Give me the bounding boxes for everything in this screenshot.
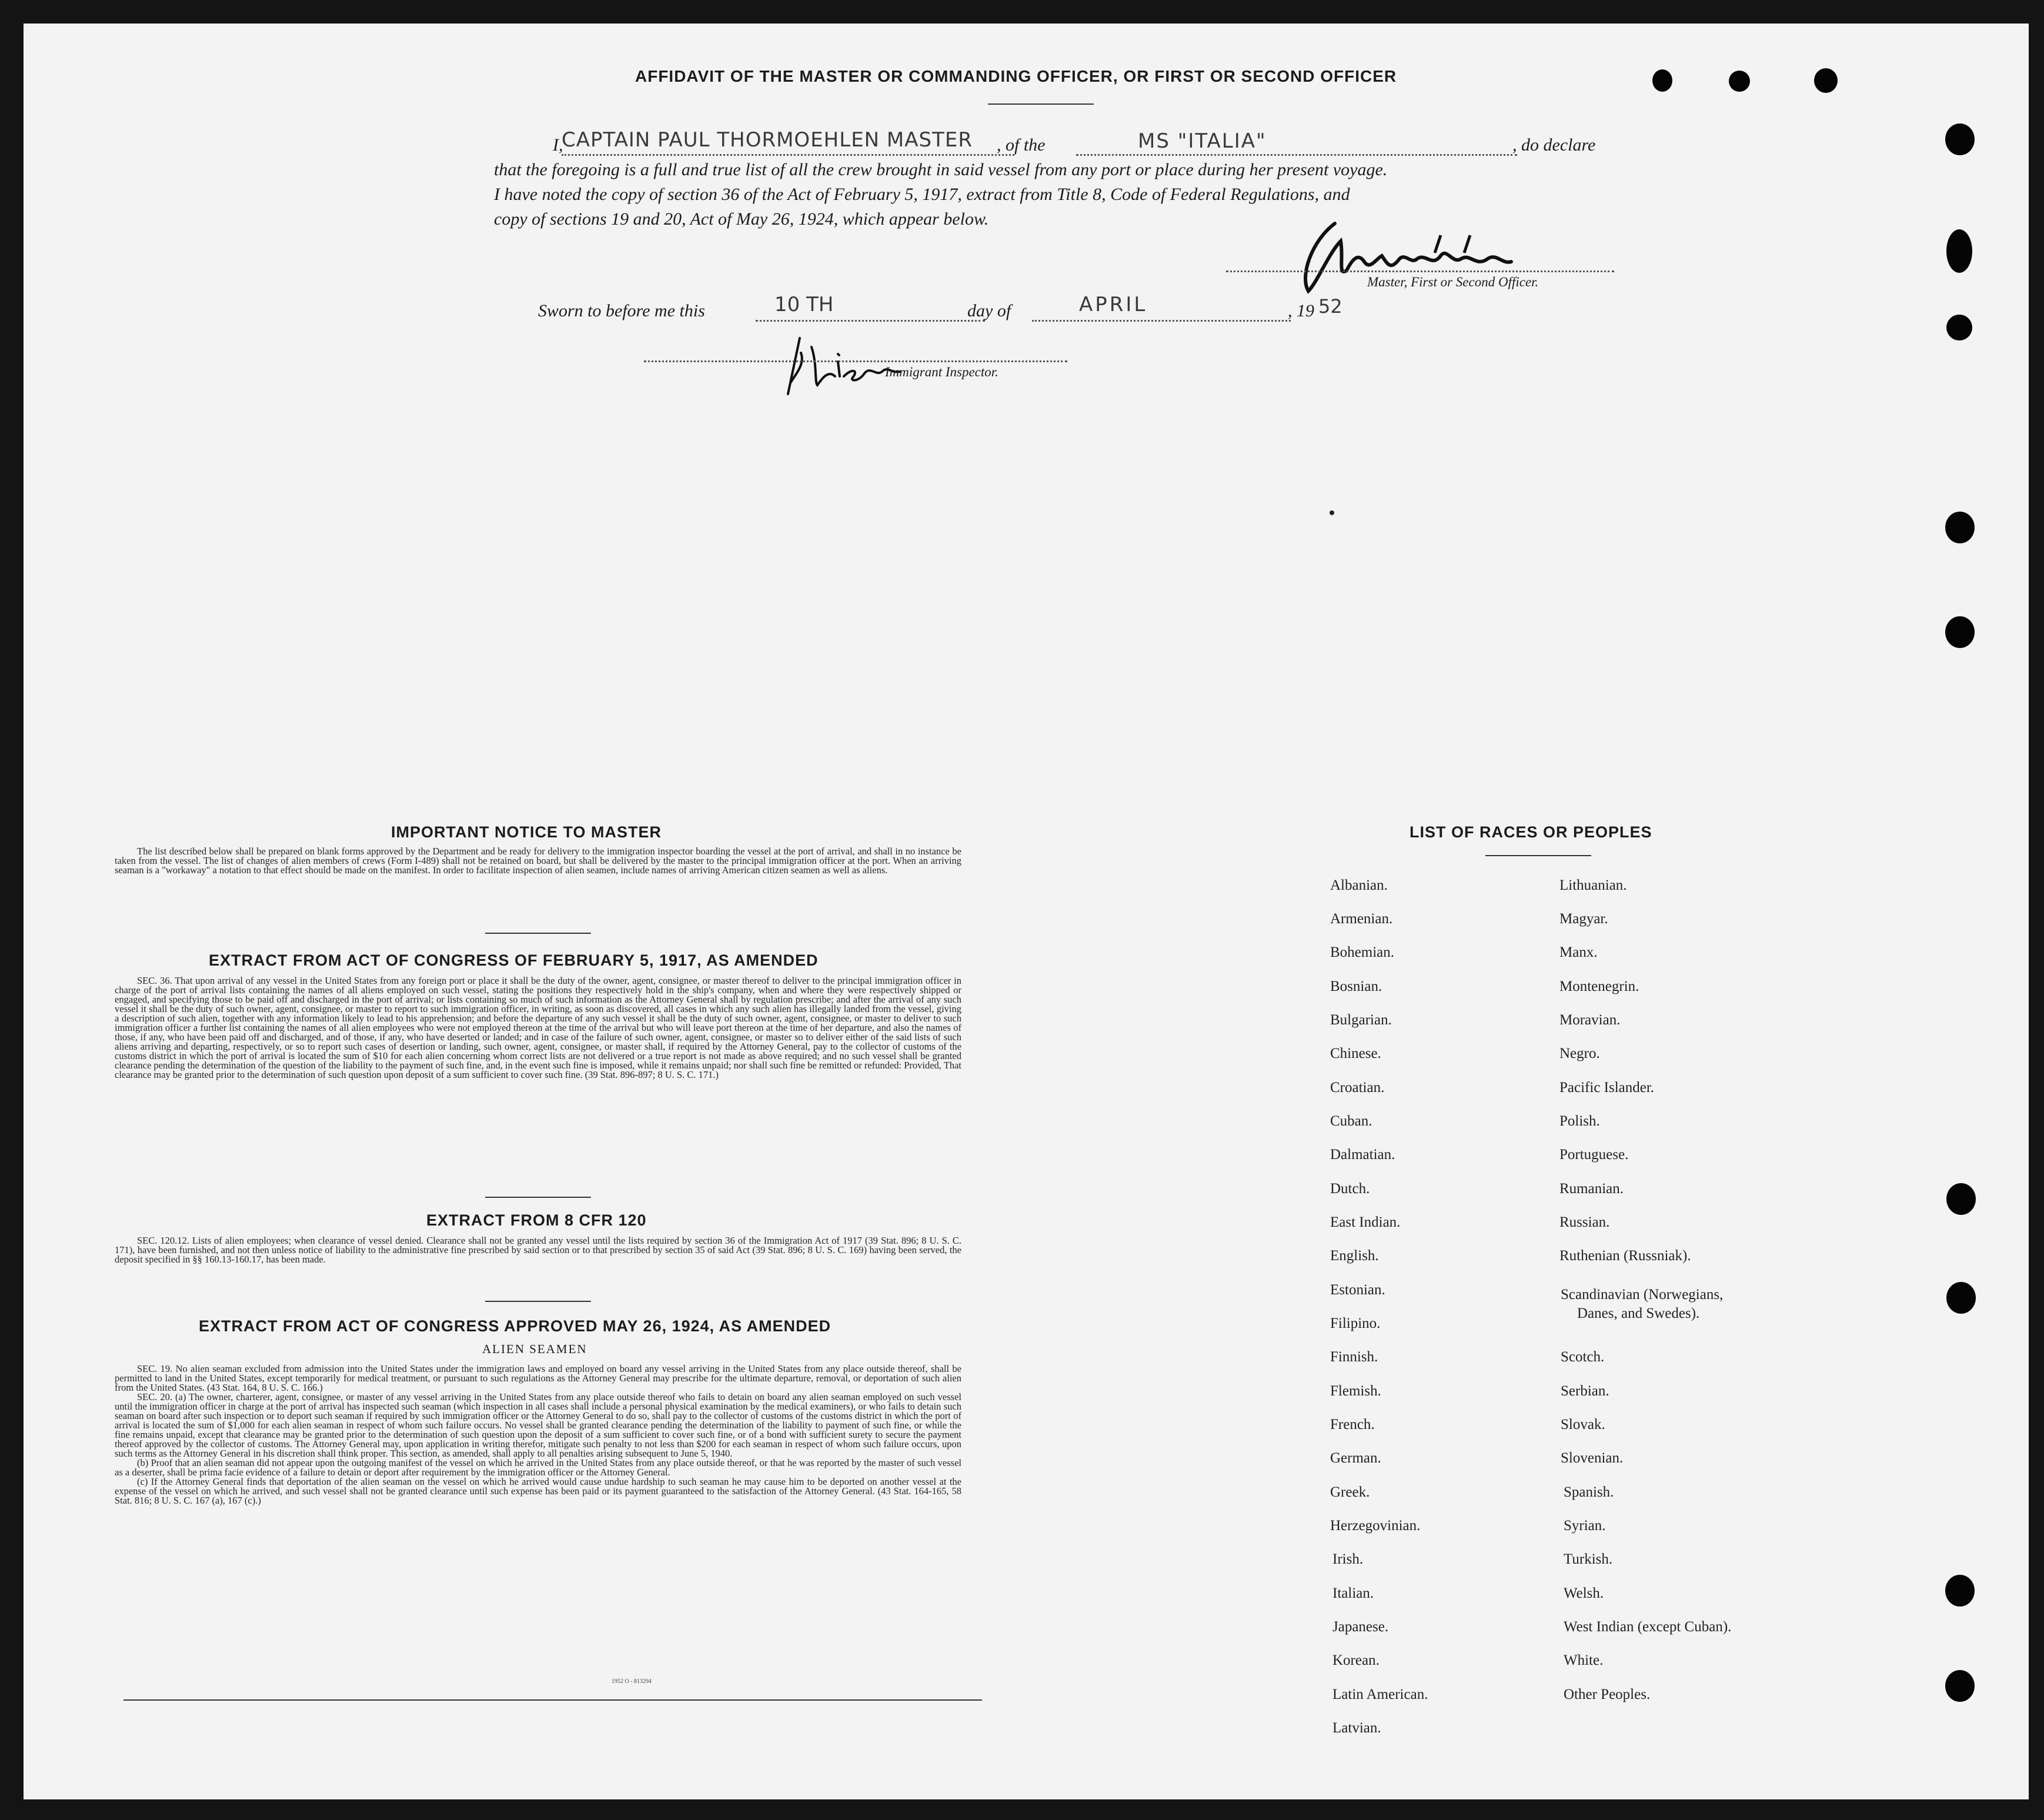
- title-rule: [988, 103, 1094, 105]
- race-item: Pacific Islander.: [1559, 1080, 1655, 1096]
- extract-cfr-title: EXTRACT FROM 8 CFR 120: [426, 1211, 647, 1229]
- race-item: Bohemian.: [1330, 944, 1395, 960]
- race-item: Syrian.: [1564, 1518, 1606, 1534]
- race-item: Lithuanian.: [1559, 877, 1627, 893]
- race-item: Latin American.: [1332, 1687, 1428, 1702]
- race-item: Other Peoples.: [1564, 1687, 1651, 1702]
- sworn-prefix: Sworn to before me this: [538, 301, 705, 320]
- race-item: German.: [1330, 1450, 1381, 1466]
- extract-1917-title: EXTRACT FROM ACT OF CONGRESS OF FEBRUARY 5, 1917, AS AMENDED: [209, 951, 819, 969]
- extract-1917-rule: [485, 1197, 591, 1198]
- punch-hole: [1946, 1282, 1976, 1314]
- race-item: Welsh.: [1564, 1585, 1604, 1601]
- race-item: Ruthenian (Russniak).: [1559, 1248, 1691, 1264]
- race-item: West Indian (except Cuban).: [1564, 1619, 1732, 1635]
- vessel-name-line: [1076, 154, 1517, 156]
- race-item: Portuguese.: [1559, 1147, 1629, 1163]
- bottom-rule: [123, 1699, 982, 1701]
- race-item: Manx.: [1559, 944, 1598, 960]
- affidavit-do-declare: , do declare: [1512, 135, 1596, 155]
- race-item: Greek.: [1330, 1484, 1370, 1500]
- sworn-day-handwritten: 10 TH: [774, 293, 834, 316]
- race-item: Cuban.: [1330, 1113, 1372, 1129]
- race-item: French.: [1330, 1417, 1375, 1432]
- affidavit-line-3: I have noted the copy of section 36 of the Act of February 5, 1917, extract from Title 8, Code of Federal Regulations, and: [494, 185, 1350, 204]
- race-item: Croatian.: [1330, 1080, 1385, 1096]
- master-caption: Master, First or Second Officer.: [1367, 275, 1539, 289]
- race-item: Korean.: [1332, 1652, 1380, 1668]
- punch-hole: [1946, 229, 1972, 273]
- race-item: Finnish.: [1330, 1349, 1378, 1365]
- race-item: Armenian.: [1330, 911, 1393, 927]
- inspector-signature-text: [770, 329, 772, 330]
- race-item: Russian.: [1559, 1214, 1610, 1230]
- punch-hole: [1945, 123, 1975, 155]
- race-item: Slovak.: [1561, 1417, 1605, 1432]
- sworn-day-line: [756, 320, 985, 322]
- vessel-name-handwritten: MS "ITALIA": [1138, 129, 1267, 153]
- race-item: Magyar.: [1559, 911, 1608, 927]
- race-item: Filipino.: [1330, 1315, 1381, 1331]
- race-item: Danes, and Swedes).: [1577, 1305, 1700, 1321]
- race-item: Negro.: [1559, 1046, 1600, 1061]
- extract-1924-subtitle: ALIEN SEAMEN: [482, 1342, 587, 1356]
- race-item: Dutch.: [1330, 1181, 1370, 1197]
- punch-hole: [1945, 512, 1975, 543]
- race-item: Moravian.: [1559, 1012, 1621, 1028]
- sworn-month-handwritten: APRIL: [1079, 293, 1148, 316]
- affidavit-line-4: copy of sections 19 and 20, Act of May 26, 1924, which appear below.: [494, 209, 989, 229]
- punch-hole: [1814, 68, 1838, 93]
- race-item: Slovenian.: [1561, 1450, 1624, 1466]
- print-mark: 1952 O - 813294: [612, 1678, 652, 1685]
- extract-cfr-paragraph: SEC. 120.12. Lists of alien employees; when clearance of vessel denied. Clearance shall not be granted any vessel until the lists required by section 36 of the Immigration Act of 1917 (39 Stat. 896; 8 U. S. C. 171), have been furnished, and not then unless notice of liability to the administrative fine prescribed by said section or to that prescribed by section 35 of said Act (39 Stat. 896; 8 U. S. C. 169) having been served, the deposit specified in §§ 160.13-160.17, has been made.: [115, 1235, 961, 1265]
- race-item: Flemish.: [1330, 1383, 1381, 1399]
- affidavit-of-the: , of the: [997, 135, 1046, 155]
- race-item: Chinese.: [1330, 1046, 1381, 1061]
- inspector-signature-line: [644, 360, 1067, 362]
- race-item: Estonian.: [1330, 1282, 1385, 1298]
- extract-1917-paragraph: SEC. 36. That upon arrival of any vessel in the United States from any foreign port or place it shall be the duty of the owner, agent, consignee, or master thereof to deliver to the principal immigration officer in charge of the port of arrival lists containing the names of all aliens employed on such vessel, stating the positions they respectively hold in the ship's company, when and where they were respectively shipped or engaged, and specifying those to be paid off and discharged in the port of arrival; or lists containing so much of such information as the Attorney General shall by regulation prescribe; and after the arrival of any such vessel it shall be the duty of such owner, agent, consignee, or master to report to such immigration officer, in writing, as soon as discovered, all cases in which any such alien has illegally landed from the vessel, giving a description of such alien, together with any information likely to lead to his apprehension; and before the departure of any such vessel it shall be the duty of such owner, agent, consignee, or master to deliver to such immigration officer a further list containing the names of all alien employees who were not employed thereon at the time of the arrival but who will leave port thereon at the time of her departure, and also the names of those, if any, who have been paid off and discharged, and of those, if any, who have deserted or landed; and in case of the failure of such owner, agent, consignee, or master so to deliver either of the said lists of such aliens arriving and departing, respectively, or so to report such cases of desertion or landing, such owner, agent, consignee, or master shall, if required by the Attorney General, pay to the collector of customs of the customs district in which the port of arrival is located the sum of $10 for each alien concerning whom correct lists are not delivered or a true report is not made as above required; and no such vessel shall be granted clearance pending the determination of the question of the liability to the payment of such fine, and, in the event such fine is imposed, while it remains unpaid; nor shall such fine be remitted or refunded: Provided, That clearance may be granted prior to the determination of such question upon deposit of a sum sufficient to cover such fine. (39 Stat. 896-897; 8 U. S. C. 171.): [115, 975, 961, 1080]
- extract-1924-body: [115, 1364, 961, 1505]
- race-item: Japanese.: [1332, 1619, 1389, 1635]
- race-item: Turkish.: [1564, 1551, 1613, 1567]
- declarant-name-line: [562, 154, 1014, 156]
- notice-title: IMPORTANT NOTICE TO MASTER: [391, 823, 662, 841]
- section-19-paragraph: SEC. 19. No alien seaman excluded from admission into the United States under the immigration laws and employed on board any vessel arriving in the United States from any place outside thereof, shall be permitted to land in the United States, except temporarily for medical treatment, or pursuant to such regulations as the Attorney General may prescribe for the ultimate departure, removal, or deportation of such alien from the United States. (43 Stat. 164, 8 U. S. C. 166.): [115, 1363, 961, 1393]
- extract-1917-body: [115, 976, 961, 1080]
- document-page: [24, 24, 2029, 1799]
- notice-rule: [485, 933, 591, 934]
- race-item: Spanish.: [1564, 1484, 1614, 1500]
- stray-dot: [1330, 510, 1334, 515]
- race-item: Irish.: [1332, 1551, 1364, 1567]
- declarant-name-handwritten: CAPTAIN PAUL THORMOEHLEN MASTER: [562, 128, 973, 152]
- master-signature-line: [1226, 271, 1614, 272]
- punch-hole: [1946, 1183, 1976, 1215]
- year-handwritten: 52: [1318, 295, 1342, 318]
- races-title: LIST OF RACES OR PEOPLES: [1410, 823, 1652, 841]
- race-item: Dalmatian.: [1330, 1147, 1395, 1163]
- day-of: day of: [967, 301, 1011, 320]
- year-prefix: , 19: [1288, 301, 1314, 320]
- race-item: Montenegrin.: [1559, 979, 1639, 994]
- section-20b-paragraph: (b) Proof that an alien seaman did not appear upon the outgoing manifest of the vessel on which he arrived in the United States from any place outside thereof, or that he was reported by the master of such vessel as a deserter, shall be prima facie evidence of a failure to detain or deport after requirement by the immigration officer or the Attorney General.: [115, 1457, 961, 1478]
- extract-cfr-body: [115, 1236, 961, 1264]
- race-item: Bosnian.: [1330, 979, 1382, 994]
- affidavit-title: AFFIDAVIT OF THE MASTER OR COMMANDING OFFICER, OR FIRST OR SECOND OFFICER: [635, 67, 1397, 85]
- race-item: Rumanian.: [1559, 1181, 1624, 1197]
- race-item: Italian.: [1332, 1585, 1374, 1601]
- race-item: East Indian.: [1330, 1214, 1401, 1230]
- race-item: Serbian.: [1561, 1383, 1609, 1399]
- notice-body: [115, 847, 961, 875]
- punch-hole: [1729, 71, 1750, 92]
- punch-hole: [1945, 1575, 1975, 1607]
- race-item: Scotch.: [1561, 1349, 1605, 1365]
- extract-1924-title: EXTRACT FROM ACT OF CONGRESS APPROVED MAY 26, 1924, AS AMENDED: [199, 1317, 831, 1335]
- race-item: Herzegovinian.: [1330, 1518, 1421, 1534]
- race-item: Latvian.: [1332, 1720, 1381, 1736]
- affidavit-line-2: that the foregoing is a full and true list of all the crew brought in said vessel from any port or place during her present voyage.: [494, 160, 1388, 179]
- race-item: Albanian.: [1330, 877, 1388, 893]
- race-item: White.: [1564, 1652, 1604, 1668]
- race-item: Scandinavian (Norwegians,: [1561, 1287, 1724, 1303]
- race-item: Bulgarian.: [1330, 1012, 1392, 1028]
- punch-hole: [1946, 315, 1972, 340]
- punch-hole: [1652, 69, 1672, 92]
- races-title-rule: [1485, 855, 1591, 856]
- sworn-month-line: [1032, 320, 1291, 322]
- notice-paragraph: The list described below shall be prepared on blank forms approved by the Department and be ready for delivery to the immigration inspector boarding the vessel at the port of arrival, and shall in no instance be taken from the vessel. The list of changes of alien members of crews (Form I-489) shall not be retained on board, but shall be delivered by the master to the principal immigration officer at the port. When an arriving seaman is a "workaway" a notation to that effect should be made on the manifest. In order to facilitate inspection of alien seamen, include names of arriving American citizen seamen as well as aliens.: [115, 846, 961, 876]
- extract-cfr-rule: [485, 1301, 591, 1302]
- punch-hole: [1945, 1670, 1975, 1702]
- section-20c-paragraph: (c) If the Attorney General finds that deportation of the alien seaman on the vessel on which he arrived would cause undue hardship to such seaman he may cause him to be deported on another vessel at the expense of the vessel on which he arrived, and such vessel shall not be granted clearance until such expense has been paid or its payment guaranteed to the satisfaction of the Attorney General. (43 Stat. 164-165, 58 Stat. 816; 8 U. S. C. 167 (a), 167 (c).): [115, 1476, 961, 1506]
- race-item: English.: [1330, 1248, 1379, 1264]
- section-20a-paragraph: SEC. 20. (a) The owner, charterer, agent, consignee, or master of any vessel arriving in the United States from any place outside thereof who fails to detain on board any alien seaman employed on such vessel until the immigration officer in charge at the port of arrival has inspected such seaman (which inspection in all cases shall include a personal physical examination by the medical examiners), or who fails to detain such seaman on board after such inspection or to deport such seaman if required by such immigration officer or the Attorney General to do so, shall pay to the collector of customs of the customs district in which the port of arrival is located the sum of $1,000 for each alien seaman in respect of whom such failure occurs. No vessel shall be granted clearance pending the determination of the liability to payment of such fine, or while the fine remains unpaid, except that clearance may be granted prior to the determination of such question upon the deposit of a sum sufficient to cover such fine, or of a bond with sufficient surety to secure the payment thereof approved by the collector of customs. The Attorney General may, upon application in writing therefor, mitigate such penalty to not less than $200 for each seaman in respect of whom such failure occurs, upon such terms as the Attorney General in his discretion shall think proper. This section, as amended, shall apply to all penalties arising subsequent to June 5, 1940.: [115, 1391, 961, 1459]
- affidavit-i-prefix: I,: [553, 135, 563, 155]
- punch-hole: [1945, 616, 1975, 648]
- race-item: Polish.: [1559, 1113, 1600, 1129]
- inspector-caption: Immigrant Inspector.: [885, 365, 998, 379]
